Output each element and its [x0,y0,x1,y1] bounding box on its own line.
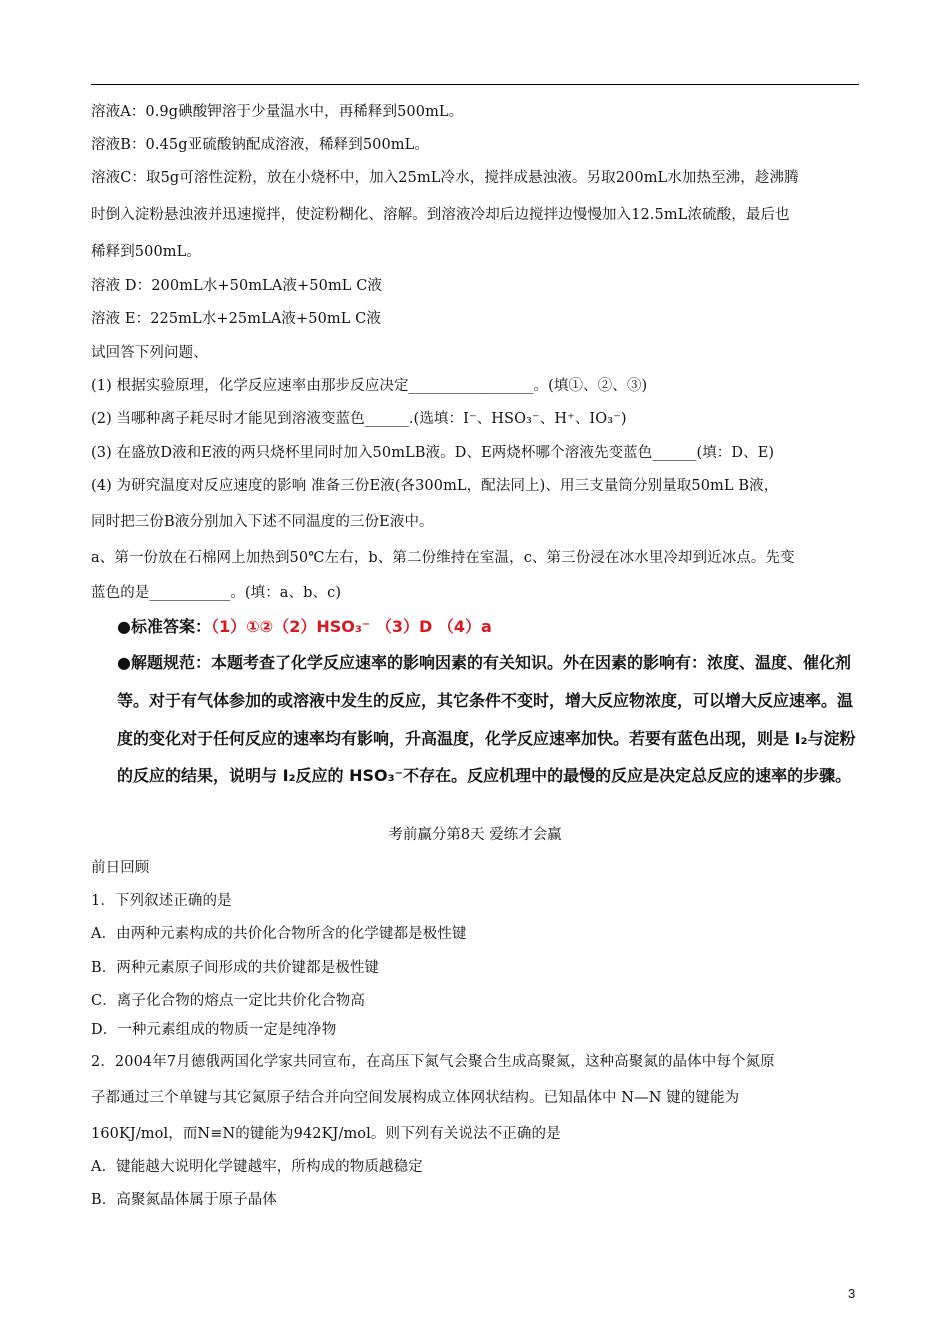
review-option-2a: A．键能越大说明化学键越牢，所构成的物质越稳定 [91,1159,423,1175]
solution-d: 溶液 D：200mL水+50mLA液+50mL C液 [91,278,383,294]
review-option-1d: D．一种元素组成的物质一定是纯净物 [91,1022,337,1038]
standard-answer [117,616,492,638]
question-4-line4: 蓝色的是___________。(填：a、b、c) [91,585,342,601]
review-option-1c: C．离子化合物的熔点一定比共价化合物高 [91,993,365,1009]
explanation-line4: 的反应的结果，说明与 I₂反应的 HSO₃⁻不存在。反应机理中的最慢的反应是决定总反应的速率的步骤。 [117,766,852,785]
solution-b: 溶液B：0.45g亚硫酸钠配成溶液，稀释到500mL。 [91,137,429,153]
review-option-1a: A．由两种元素构成的共价化合物所含的化学键都是极性键 [91,926,467,942]
review-question-2-line3: 160KJ/mol，而N≡N的键能为942KJ/mol。则下列有关说法不正确的是 [91,1126,561,1142]
question-4-line1: (4) 为研究温度对反应速度的影响 准备三份E液(各300mL，配法同上)、用三支量筒分别量取50mL B液， [91,478,779,494]
solution-a: 溶液A：0.9g碘酸钾溶于少量温水中，再稀释到500mL。 [91,104,464,120]
explanation-line1: ●解题规范：本题考查了化学反应速率的影响因素的有关知识。外在因素的影响有：浓度、温度、催化剂 [117,653,851,672]
header-rule [91,84,859,85]
question-3: (3) 在盛放D液和E液的两只烧杯里同时加入50mLB液。D、E两烧杯哪个溶液先变蓝色______(填：D、E) [91,445,775,461]
answer-text: （1）①②（2）HSO₃⁻ （3）D （4）a [210,617,492,636]
explanation-line2: 等。对于有气体参加的或溶液中发生的反应，其它条件不变时，增大反应物浓度，可以增大反应速率。温 [117,691,854,710]
solution-c-line1: 溶液C：取5g可溶性淀粉，放在小烧杯中，加入25mL冷水，搅拌成悬浊液。另取200mL水加热至沸，趁沸腾 [91,170,799,186]
solution-e: 溶液 E：225mL水+25mLA液+50mL C液 [91,311,381,327]
review-option-1b: B．两种元素原子间形成的共价键都是极性键 [91,960,380,976]
question-1: (1) 根据实验原理，化学反应速率由那步反应决定_________________。(填①、②、③) [91,378,648,394]
question-2: (2) 当哪种离子耗尽时才能见到溶液变蓝色______.(选填：I⁻、HSO₃⁻、H⁺、IO₃⁻) [91,411,627,427]
review-question-2-line1: 2．2004年7月德俄两国化学家共同宣布，在高压下氮气会聚合生成高聚氮，这种高聚氮的晶体中每个氮原 [91,1054,775,1070]
explanation-line3: 度的变化对于任何反应的速率均有影响，升高温度，化学反应速率加快。若要有蓝色出现，则是 I₂与淀粉 [117,729,856,748]
answer-label: ●标准答案： [117,617,211,636]
review-heading: 前日回顾 [91,860,150,876]
review-question-2-line2: 子都通过三个单键与其它氮原子结合并向空间发展构成立体网状结构。已知晶体中 N—N 键的键能为 [91,1090,740,1106]
solution-c-line2: 时倒入淀粉悬浊液并迅速搅拌，使淀粉糊化、溶解。到溶液冷却后边搅拌边慢慢加入12.5mL浓硫酸，最后也 [91,207,790,223]
review-option-2b: B．高聚氮晶体属于原子晶体 [91,1192,277,1208]
page-number: 3 [848,1286,856,1301]
question-4-line2: 同时把三份B液分别加入下述不同温度的三份E液中。 [91,514,434,530]
question-4-line3: a、第一份放在石棉网上加热到50℃左右，b、第二份维持在室温，c、第三份浸在冰水里冷却到近冰点。先变 [91,550,795,566]
review-question-1: 1．下列叙述正确的是 [91,893,232,909]
section-title: 考前赢分第8天 爱练才会赢 [388,827,562,843]
solution-c-line3: 稀释到500mL。 [91,244,201,260]
questions-intro: 试回答下列问题、 [91,345,208,361]
